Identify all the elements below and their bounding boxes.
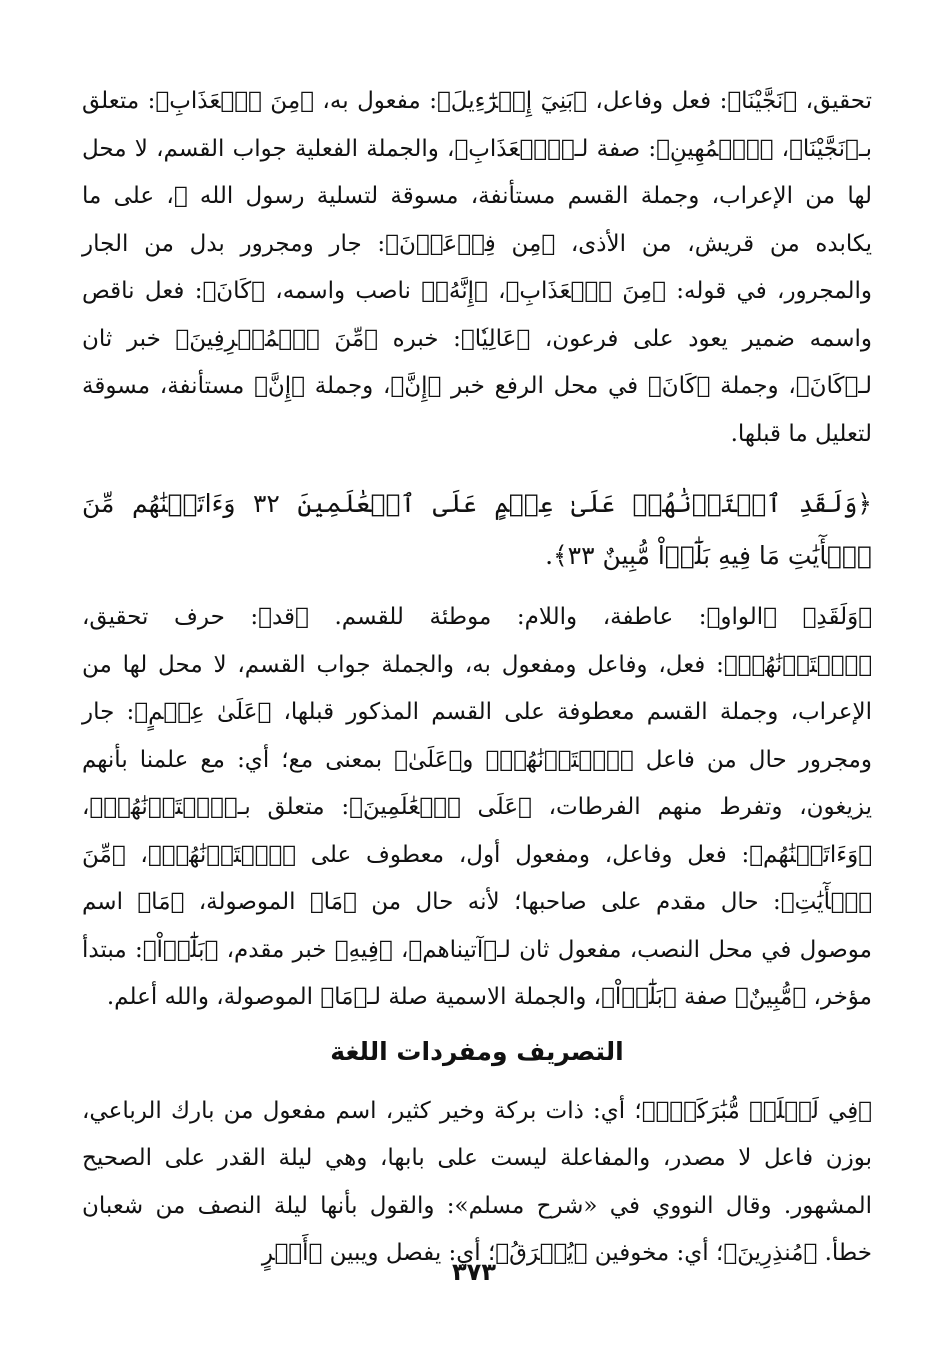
paragraph-grammar-analysis-1: تحقيق، ﴿نَجَّيْنَا﴾: فعل وفاعل، ﴿بَنِيٓ إِسۡرَٰٓءِيلَ﴾: مفعول به، ﴿مِنَ ٱلۡعَذَابِ﴾: متعلق بـ﴿نَجَّيْنَا﴾، ﴿ٱلۡمُهِينِ﴾: صفة لـ﴿ٱلۡعَذَابِ﴾، والجملة الفعلية جواب القسم، لا محل لها من الإعراب، وجملة القسم مستأنفة، مسوقة لتسلية رسول الله ﷺ، على ما يكابده من قريش، من الأذى، ﴿مِن فِرۡعَوۡنَ﴾: جار ومجرور بدل من الجار والمجرور، في قوله: ﴿مِنَ ٱلۡعَذَابِ﴾، ﴿إِنَّهُۥ﴾ ناصب واسمه، ﴿كَانَ﴾: فعل ناقص واسمه ضمير يعود على فرعون، ﴿عَالِيٗا﴾: خبره ﴿مِّنَ ٱلۡمُسۡرِفِينَ﴾ خبر ثان لـ﴿كَانَ﴾، وجملة ﴿كَانَ﴾ في محل الرفع خبر ﴿إِنَّ﴾، وجملة ﴿إِنَّ﴾ مستأنفة، مسوقة لتعليل ما قبلها. bbox=[82, 88, 872, 447]
quran-verse: ﴿وَلَقَدِ ٱخۡتَرۡنَٰهُمۡ عَلَىٰ عِلۡمٍ عَلَى ٱلۡعَٰلَمِينَ ٣٢ وَءَاتَيۡنَٰهُم مِّنَ ٱلۡأٓيَٰتِ مَا فِيهِ بَلَٰٓؤٞاْ مُّبِينٌ ٣٣﴾. bbox=[82, 489, 872, 570]
paragraph-vocabulary: ﴿فِي لَيۡلَةٖ مُّبَٰرَكَةٍۚ﴾؛ أي: ذات بركة وخير كثير، اسم مفعول من بارك الرباعي، بوزن فاعل لا مصدر، والمفاعلة ليست على بابها، وهي ليلة القدر على الصحيح المشهور. وقال النووي في «شرح مسلم»: والقول بأنها ليلة النصف من شعبان خطأ. ﴿مُنذِرِينَ﴾؛ أي: مخوفين ﴿يُفۡرَقُ﴾؛ أي: يفصل ويبين ﴿أَمۡرٍ bbox=[82, 1097, 872, 1266]
page-body bbox=[82, 78, 872, 1278]
page-number: ٣٧٣ bbox=[452, 1258, 496, 1286]
paragraph-grammar-analysis-2: ﴿وَلَقَدِ﴾ ﴿الواو﴾: عاطفة، واللام: موطئة للقسم. ﴿قد﴾: حرف تحقيق، ﴿ٱخۡتَرۡنَٰهُمۡ﴾: فعل، وفاعل ومفعول به، والجملة جواب القسم، لا محل لها من الإعراب، وجملة القسم معطوفة على القسم المذكور قبلها، ﴿عَلَىٰ عِلۡمٍ﴾: جار ومجرور حال من فاعل ﴿ٱخۡتَرۡنَٰهُمۡ﴾ و﴿عَلَىٰ﴾ بمعنى مع؛ أي: مع علمنا بأنهم يزيغون، وتفرط منهم الفرطات، ﴿عَلَى ٱلۡعَٰلَمِينَ﴾: متعلق بـ﴿ٱخۡتَرۡنَٰهُمۡ﴾، ﴿وَءَاتَيۡنَٰهُم﴾: فعل وفاعل، ومفعول أول، معطوف على ﴿ٱخۡتَرۡنَٰهُمۡ﴾، ﴿مِّنَ ٱلۡأٓيَٰتِ﴾: حال مقدم على صاحبها؛ لأنه حال من ﴿مَا﴾ الموصولة، ﴿مَا﴾ اسم موصول في محل النصب، مفعول ثان لـ﴿آتيناهم﴾، ﴿فِيهِ﴾ خبر مقدم، ﴿بَلَٰٓؤٞاْ﴾: مبتدأ مؤخر، ﴿مُّبِينٌ﴾ صفة ﴿بَلَٰٓؤٞاْ﴾، والجملة الاسمية صلة لـ﴿مَا﴾ الموصولة، والله أعلم. bbox=[82, 604, 872, 1010]
section-heading: التصريف ومفردات اللغة bbox=[330, 1036, 624, 1066]
